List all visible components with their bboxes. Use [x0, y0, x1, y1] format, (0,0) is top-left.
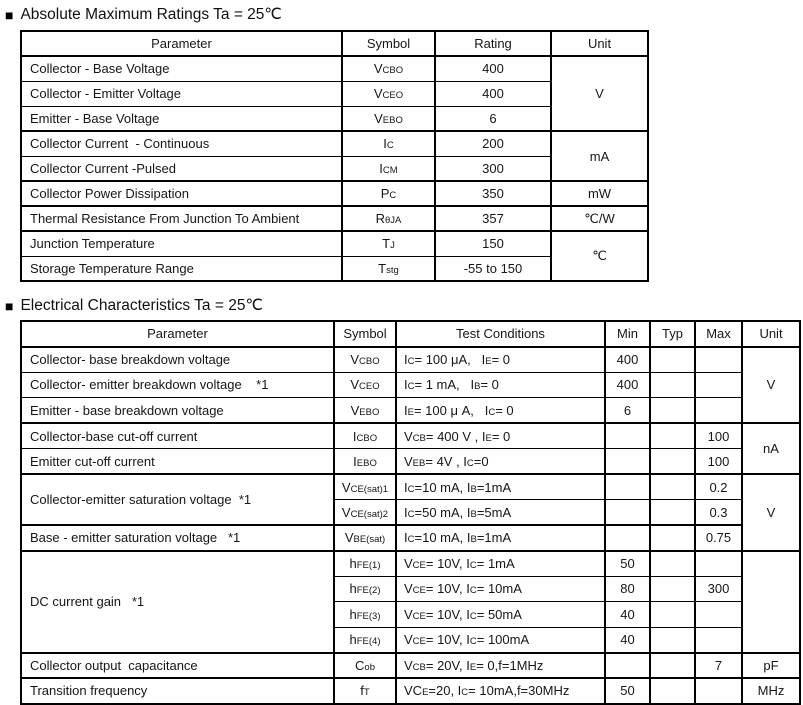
unit-cell: mW	[551, 181, 648, 206]
symbol-cell: Tstg	[342, 256, 435, 281]
rating-cell: 350	[435, 181, 551, 206]
symbol-cell: ICBO	[334, 423, 396, 449]
typ-cell	[650, 372, 695, 398]
elec-char-row	[21, 398, 800, 424]
test-conditions-cell: VEB= 4V , IC=0	[396, 449, 605, 475]
unit-cell: V	[742, 347, 800, 424]
symbol-cell: Cob	[334, 653, 396, 679]
elec-char-row	[21, 525, 800, 551]
test-conditions-cell: IC= 100 μA, IE= 0	[396, 347, 605, 373]
symbol-cell: fT	[334, 678, 396, 704]
abs-max-row	[21, 206, 648, 231]
test-conditions-cell: IE= 100 μ A, IC= 0	[396, 398, 605, 424]
parameter-cell: Collector- base breakdown voltage	[21, 347, 334, 373]
parameter-cell: Thermal Resistance From Junction To Ambient	[21, 206, 342, 231]
symbol-cell: VEBO	[334, 398, 396, 424]
max-cell: 0.3	[695, 500, 742, 526]
typ-cell	[650, 627, 695, 653]
test-conditions-cell: IC= 1 mA, IB= 0	[396, 372, 605, 398]
unit-cell: V	[742, 474, 800, 551]
max-cell	[695, 551, 742, 577]
unit-cell: V	[551, 56, 648, 131]
rating-cell: 6	[435, 106, 551, 131]
test-conditions-cell: IC=10 mA, IB=1mA	[396, 474, 605, 500]
section-marker-icon: ■	[5, 297, 14, 314]
symbol-cell: VEBO	[342, 106, 435, 131]
symbol-cell: VBE(sat)	[334, 525, 396, 551]
symbol-cell: RθJA	[342, 206, 435, 231]
parameter-cell: Base - emitter saturation voltage *1	[21, 525, 334, 551]
test-conditions-cell: VCE= 10V, IC= 50mA	[396, 602, 605, 628]
rating-cell: 400	[435, 81, 551, 106]
elec-char-row	[21, 551, 800, 577]
elec-char-header-row	[21, 321, 800, 347]
symbol-cell: hFE(3)	[334, 602, 396, 628]
unit-cell: pF	[742, 653, 800, 679]
unit-cell: mA	[551, 131, 648, 181]
symbol-cell: VCEO	[342, 81, 435, 106]
symbol-cell: hFE(4)	[334, 627, 396, 653]
typ-cell	[650, 653, 695, 679]
parameter-cell: Collector - Emitter Voltage	[21, 81, 342, 106]
abs-max-table	[20, 30, 649, 282]
test-conditions-cell: VCE=20, IC= 10mA,f=30MHz	[396, 678, 605, 704]
abs-max-row	[21, 231, 648, 256]
col-header-max: Max	[695, 321, 742, 347]
symbol-cell: IEBO	[334, 449, 396, 475]
col-header-symbol: Symbol	[342, 31, 435, 56]
parameter-cell: Collector Current -Pulsed	[21, 156, 342, 181]
elec-char-row	[21, 474, 800, 500]
rating-cell: 400	[435, 56, 551, 81]
col-header-typ: Typ	[650, 321, 695, 347]
abs-max-row	[21, 181, 648, 206]
max-cell: 7	[695, 653, 742, 679]
symbol-cell: TJ	[342, 231, 435, 256]
parameter-cell: Junction Temperature	[21, 231, 342, 256]
test-conditions-cell: VCE= 10V, IC= 100mA	[396, 627, 605, 653]
parameter-cell: Transition frequency	[21, 678, 334, 704]
typ-cell	[650, 525, 695, 551]
symbol-cell: VCE(sat)2	[334, 500, 396, 526]
typ-cell	[650, 602, 695, 628]
rating-cell: 150	[435, 231, 551, 256]
col-header-rating: Rating	[435, 31, 551, 56]
col-header-unit: Unit	[551, 31, 648, 56]
test-conditions-cell: VCE= 10V, IC= 1mA	[396, 551, 605, 577]
section-title-electrical-characteristics	[0, 282, 803, 315]
typ-cell	[650, 474, 695, 500]
max-cell	[695, 347, 742, 373]
symbol-cell: VCE(sat)1	[334, 474, 396, 500]
section-title-text: Electrical Characteristics Ta = 25℃	[20, 297, 263, 314]
min-cell: 6	[605, 398, 650, 424]
unit-cell: ℃/W	[551, 206, 648, 231]
test-conditions-cell: IC=10 mA, IB=1mA	[396, 525, 605, 551]
typ-cell	[650, 551, 695, 577]
rating-cell: 200	[435, 131, 551, 156]
elec-char-row	[21, 449, 800, 475]
elec-char-row	[21, 372, 800, 398]
abs-max-row	[21, 131, 648, 156]
max-cell: 100	[695, 423, 742, 449]
min-cell	[605, 653, 650, 679]
rating-cell: 357	[435, 206, 551, 231]
symbol-cell: VCBO	[342, 56, 435, 81]
symbol-cell: ICM	[342, 156, 435, 181]
min-cell: 40	[605, 627, 650, 653]
max-cell	[695, 602, 742, 628]
unit-cell: ℃	[551, 231, 648, 281]
section-title-text: Absolute Maximum Ratings Ta = 25℃	[20, 6, 282, 23]
max-cell: 0.2	[695, 474, 742, 500]
parameter-cell: Collector - Base Voltage	[21, 56, 342, 81]
symbol-cell: hFE(2)	[334, 576, 396, 602]
col-header-unit: Unit	[742, 321, 800, 347]
rating-cell: -55 to 150	[435, 256, 551, 281]
section-marker-icon: ■	[5, 6, 14, 23]
symbol-cell: VCBO	[334, 347, 396, 373]
symbol-cell: hFE(1)	[334, 551, 396, 577]
parameter-cell: Emitter - Base Voltage	[21, 106, 342, 131]
min-cell: 400	[605, 347, 650, 373]
max-cell	[695, 398, 742, 424]
parameter-cell: DC current gain *1	[21, 551, 334, 653]
test-conditions-cell: VCB= 20V, IE= 0,f=1MHz	[396, 653, 605, 679]
rating-cell: 300	[435, 156, 551, 181]
min-cell	[605, 449, 650, 475]
min-cell: 50	[605, 551, 650, 577]
parameter-cell: Collector-emitter saturation voltage *1	[21, 474, 334, 525]
parameter-cell: Storage Temperature Range	[21, 256, 342, 281]
parameter-cell: Collector-base cut-off current	[21, 423, 334, 449]
min-cell	[605, 474, 650, 500]
elec-char-table	[20, 320, 801, 705]
symbol-cell: VCEO	[334, 372, 396, 398]
min-cell	[605, 525, 650, 551]
unit-cell	[742, 551, 800, 653]
parameter-cell: Collector Power Dissipation	[21, 181, 342, 206]
col-header-symbol: Symbol	[334, 321, 396, 347]
max-cell: 0.75	[695, 525, 742, 551]
parameter-cell: Emitter cut-off current	[21, 449, 334, 475]
typ-cell	[650, 449, 695, 475]
symbol-cell: PC	[342, 181, 435, 206]
test-conditions-cell: VCE= 10V, IC= 10mA	[396, 576, 605, 602]
col-header-min: Min	[605, 321, 650, 347]
parameter-cell: Collector- emitter breakdown voltage *1	[21, 372, 334, 398]
min-cell: 80	[605, 576, 650, 602]
min-cell: 40	[605, 602, 650, 628]
test-conditions-cell: IC=50 mA, IB=5mA	[396, 500, 605, 526]
parameter-cell: Emitter - base breakdown voltage	[21, 398, 334, 424]
col-header-parameter: Parameter	[21, 31, 342, 56]
min-cell	[605, 423, 650, 449]
elec-char-row	[21, 653, 800, 679]
max-cell: 100	[695, 449, 742, 475]
typ-cell	[650, 398, 695, 424]
col-header-parameter: Parameter	[21, 321, 334, 347]
parameter-cell: Collector output capacitance	[21, 653, 334, 679]
unit-cell: nA	[742, 423, 800, 474]
symbol-cell: IC	[342, 131, 435, 156]
max-cell: 300	[695, 576, 742, 602]
unit-cell: MHz	[742, 678, 800, 704]
max-cell	[695, 627, 742, 653]
abs-max-row	[21, 56, 648, 81]
min-cell: 400	[605, 372, 650, 398]
typ-cell	[650, 347, 695, 373]
elec-char-row	[21, 423, 800, 449]
max-cell	[695, 372, 742, 398]
section-title-absolute-maximum-ratings	[0, 0, 803, 24]
parameter-cell: Collector Current - Continuous	[21, 131, 342, 156]
test-conditions-cell: VCB= 400 V , IE= 0	[396, 423, 605, 449]
elec-char-row	[21, 347, 800, 373]
typ-cell	[650, 423, 695, 449]
min-cell: 50	[605, 678, 650, 704]
min-cell	[605, 500, 650, 526]
col-header-test-conditions: Test Conditions	[396, 321, 605, 347]
abs-max-header-row	[21, 31, 648, 56]
typ-cell	[650, 500, 695, 526]
typ-cell	[650, 576, 695, 602]
